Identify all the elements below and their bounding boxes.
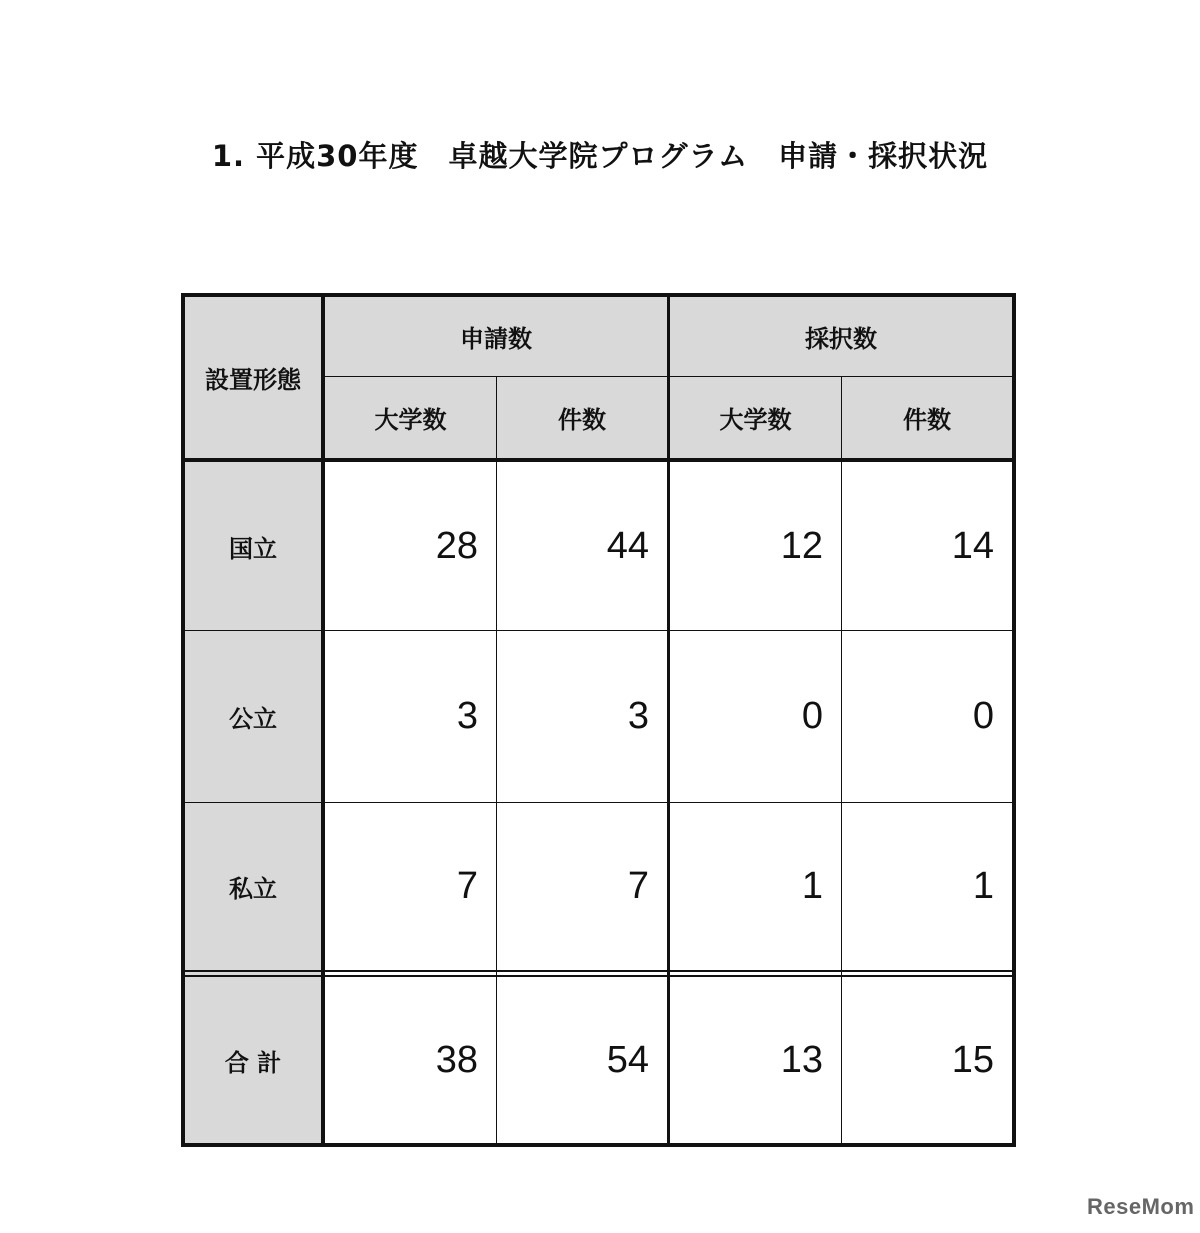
subheader-universities: 大学数	[374, 406, 447, 434]
application-adoption-table	[181, 293, 1016, 1147]
table-right-border	[1012, 293, 1016, 1147]
row-label-public: 公立	[229, 705, 277, 733]
resemom-watermark-logo: ReseMom	[1087, 1194, 1195, 1219]
table-cell: 3	[456, 695, 478, 737]
table-cell: 0	[972, 695, 994, 737]
row-label-private: 私立	[229, 875, 277, 903]
subheader-count: 件数	[903, 406, 951, 434]
table-cell: 13	[780, 1038, 823, 1081]
table-cell: 0	[801, 695, 823, 737]
table-cell: 3	[627, 695, 649, 737]
subheader-universities: 大学数	[719, 406, 792, 434]
row-header-label: 設置形態	[205, 366, 301, 394]
table-cell: 15	[951, 1038, 994, 1081]
table-cell: 1	[972, 865, 994, 907]
table-cell: 28	[435, 524, 478, 567]
subheader-count: 件数	[558, 406, 606, 434]
page-title: 1. 平成30年度 卓越大学院プログラム 申請・採択状況	[211, 139, 989, 173]
table-cell: 38	[435, 1038, 478, 1081]
table-cell: 14	[951, 524, 994, 567]
group-header-applications: 申請数	[460, 325, 532, 353]
table-cell: 12	[780, 524, 823, 567]
row-label-total: 合 計	[224, 1048, 282, 1077]
total-double-line-top	[181, 970, 1016, 972]
row-label-national: 国立	[229, 534, 277, 563]
group-header-adopted: 採択数	[805, 325, 877, 353]
table-cell: 7	[456, 865, 478, 907]
table-bottom-border	[181, 1143, 1016, 1147]
table-cell: 1	[801, 865, 823, 907]
table-cell: 44	[606, 524, 649, 567]
table-cell: 54	[606, 1038, 649, 1081]
table-cell: 7	[627, 865, 649, 907]
